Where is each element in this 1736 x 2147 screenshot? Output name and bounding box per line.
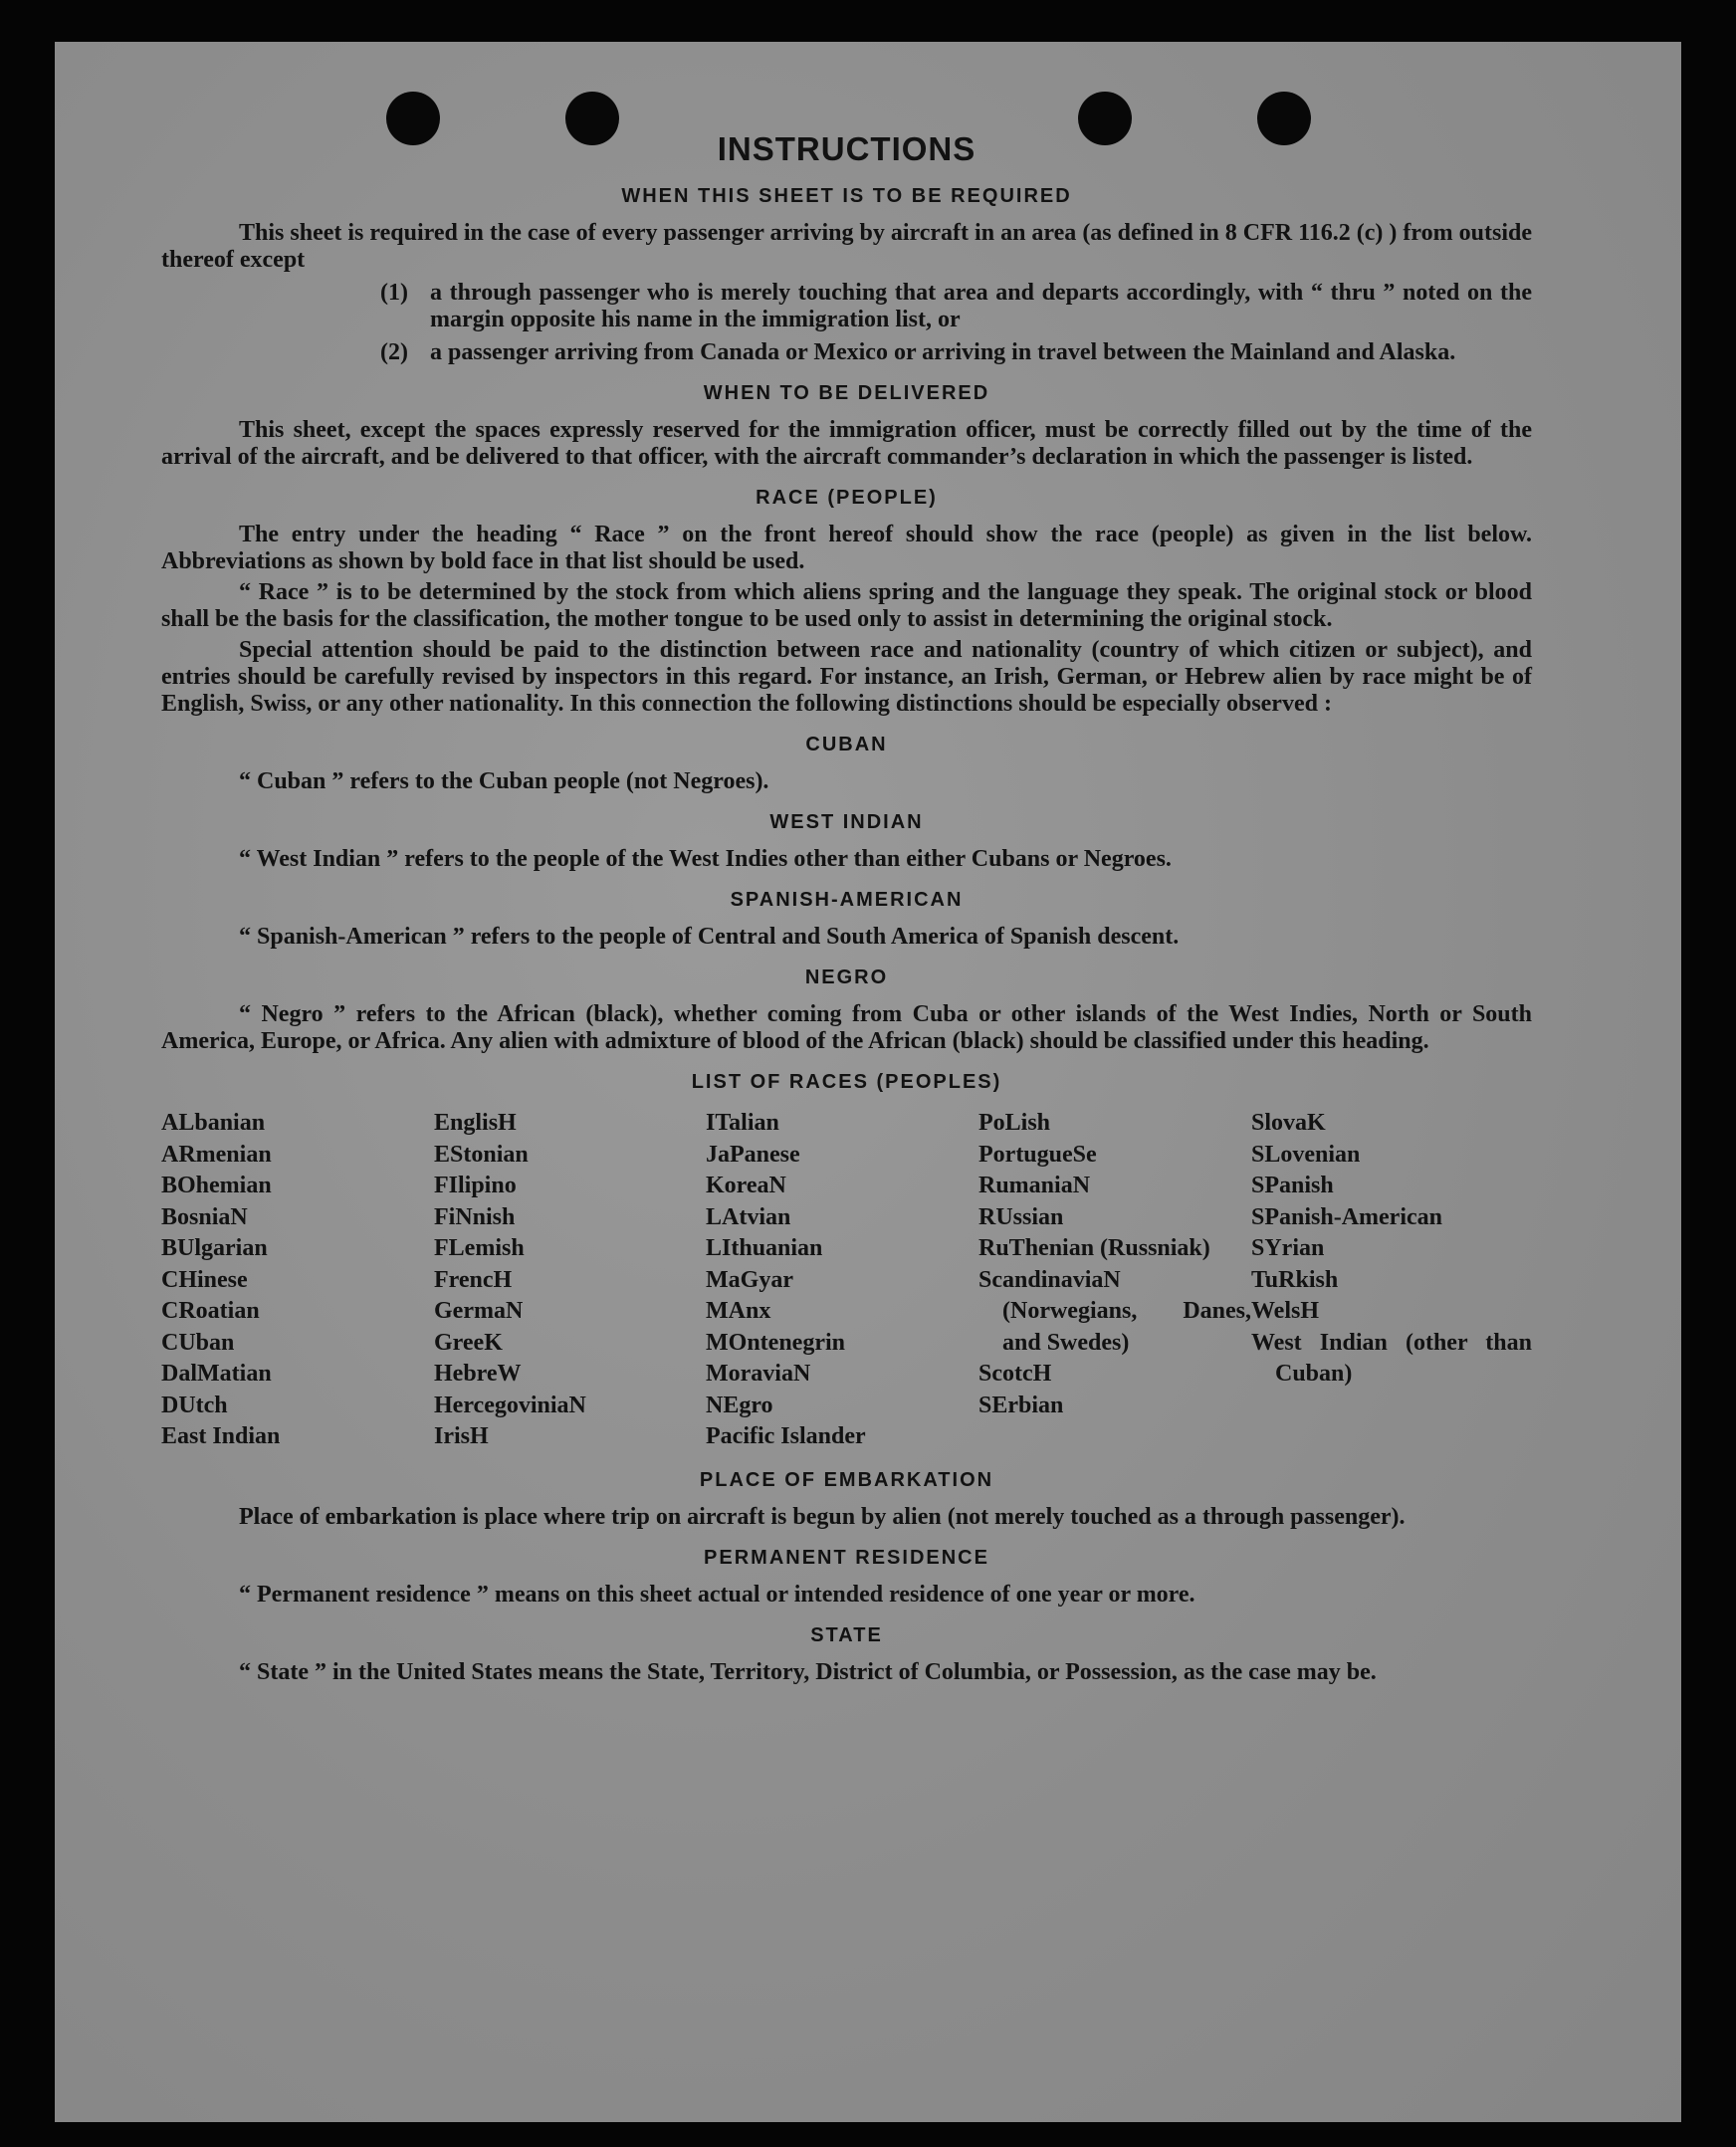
- heading-races-list: LIST OF RACES (PEOPLES): [691, 1071, 1002, 1093]
- instructions-content: [161, 129, 1532, 1690]
- heading-race: RACE (PEOPLE): [756, 487, 938, 509]
- races-column-4: [978, 1108, 1251, 1453]
- embarkation-text: Place of embarkation is place where trip on aircraft is begun by alien (not merely touched as a through passenger).: [239, 1503, 1406, 1530]
- race-entry: Pacific Islander: [706, 1423, 866, 1449]
- race-entry: MoraviaN: [706, 1361, 811, 1387]
- item-text: a passenger arriving from Canada or Mexico or arriving in travel between the Mainland and Alaska.: [430, 339, 1456, 365]
- heading-embarkation: PLACE OF EMBARKATION: [699, 1468, 994, 1491]
- race-entry: BUlgarian: [161, 1235, 268, 1261]
- west-indian-text: “ West Indian ” refers to the people of the West Indies other than either Cubans or Negroes.: [239, 846, 1172, 872]
- race-entry: PortugueSe: [978, 1141, 1097, 1168]
- race-paragraph-3: Special attention should be paid to the distinction between race and nationality (country of which citizen or subject), and entries should be carefully revised by inspectors in this regard. For instance, an Irish, German, or Hebrew alien by race might be of English, Swiss, or any other nationality. In this connection the following distinctions should be especially observed :: [161, 637, 1532, 717]
- heading-cuban: CUBAN: [805, 734, 888, 755]
- spanish-american-text: “ Spanish-American ” refers to the people of Central and South America of Spanish descent.: [239, 924, 1180, 950]
- race-entry: EStonian: [434, 1141, 529, 1168]
- race-entry: MaGyar: [706, 1266, 793, 1293]
- race-entry: KoreaN: [706, 1173, 786, 1198]
- race-entry: SYrian: [1251, 1235, 1325, 1261]
- races-column-2: [434, 1108, 706, 1453]
- race-entry: DalMatian: [161, 1361, 272, 1387]
- race-entry: SlovaK: [1251, 1110, 1326, 1136]
- race-entry: MAnx: [706, 1298, 771, 1324]
- page-title: INSTRUCTIONS: [717, 130, 976, 167]
- race-entry: SLovenian: [1251, 1141, 1361, 1168]
- negro-text: “ Negro ” refers to the African (black), whether coming from Cuba or other islands of the West Indies, North or South America, Europe, or Africa. Any alien with admixture of blood of the African (black) should be classified under this heading.: [161, 1001, 1532, 1054]
- race-entry: LAtvian: [706, 1203, 791, 1230]
- delivered-text: This sheet, except the spaces expressly reserved for the immigration officer, must be correctly filled out by the time of the arrival of the aircraft, and be delivered to that officer, with the aircraft commander’s declaration in which the passenger is listed.: [161, 417, 1532, 470]
- race-entry: ScotcH: [978, 1361, 1052, 1387]
- races-column-3: [706, 1108, 978, 1453]
- race-entry: BOhemian: [161, 1173, 272, 1198]
- race-entry: West Indian (other than Cuban): [1251, 1329, 1532, 1387]
- residence-text: “ Permanent residence ” means on this sheet actual or intended residence of one year or more.: [239, 1581, 1195, 1608]
- required-intro: This sheet is required in the case of every passenger arriving by aircraft in an area (as defined in 8 CFR 116.2 (c) ) from outside thereof except: [161, 220, 1532, 273]
- race-entry: SPanish-American: [1251, 1203, 1442, 1230]
- race-entry: RuThenian (Russniak): [978, 1235, 1210, 1261]
- race-entry: IrisH: [434, 1423, 489, 1449]
- race-entry: BosniaN: [161, 1203, 248, 1230]
- heading-delivered: WHEN TO BE DELIVERED: [703, 382, 990, 404]
- race-entry: NEgro: [706, 1392, 773, 1418]
- item-text: a through passenger who is merely touching that area and departs accordingly, with “ thru ” noted on the margin opposite his name in the immigration list, or: [430, 280, 1532, 332]
- race-entry: HercegoviniaN: [434, 1392, 586, 1418]
- race-entry: RUssian: [978, 1203, 1064, 1230]
- race-entry: ARmenian: [161, 1141, 272, 1168]
- cuban-text: “ Cuban ” refers to the Cuban people (not Negroes).: [239, 768, 769, 794]
- race-entry: GermaN: [434, 1298, 524, 1324]
- race-entry: LIthuanian: [706, 1235, 823, 1261]
- race-entry: SPanish: [1251, 1173, 1334, 1198]
- race-entry: ALbanian: [161, 1110, 266, 1136]
- race-entry: JaPanese: [706, 1141, 800, 1168]
- race-entry: EnglisH: [434, 1110, 517, 1136]
- race-entry: TuRkish: [1251, 1266, 1339, 1293]
- required-item-2: [380, 339, 1532, 366]
- item-number: (2): [380, 339, 408, 365]
- heading-state: STATE: [810, 1623, 883, 1646]
- race-paragraph-2: “ Race ” is to be determined by the stock from which aliens spring and the language they speak. The original stock or blood shall be the basis for the classification, the mother tongue to be used only to assist in determining the original stock.: [161, 579, 1532, 632]
- heading-negro: NEGRO: [804, 966, 889, 988]
- item-number: (1): [380, 280, 408, 306]
- race-entry: ITalian: [706, 1110, 779, 1136]
- race-entry: FIlipino: [434, 1173, 517, 1198]
- race-entry: FLemish: [434, 1235, 525, 1261]
- race-entry: HebreW: [434, 1361, 522, 1387]
- race-entry: DUtch: [161, 1392, 228, 1418]
- races-column-1: [161, 1108, 434, 1453]
- race-entry: GreeK: [434, 1329, 503, 1356]
- race-entry: FrencH: [434, 1266, 513, 1293]
- race-entry: MOntenegrin: [706, 1329, 845, 1356]
- required-item-1: [380, 280, 1532, 333]
- heading-spanish-american: SPANISH-AMERICAN: [730, 889, 964, 911]
- race-paragraph-1: The entry under the heading “ Race ” on the front hereof should show the race (people) as given in the list below. Abbreviations as shown by bold face in that list should be used.: [161, 522, 1532, 574]
- heading-required: WHEN THIS SHEET IS TO BE REQUIRED: [621, 185, 1072, 207]
- race-entry: RumaniaN: [978, 1173, 1091, 1198]
- race-entry: PoLish: [978, 1110, 1051, 1136]
- race-entry: ScandinaviaN (Norwegians, Danes, and Swedes): [978, 1266, 1251, 1356]
- races-list: [161, 1108, 1532, 1453]
- race-entry: FiNnish: [434, 1203, 516, 1230]
- races-column-5: [1251, 1108, 1532, 1453]
- race-entry: CRoatian: [161, 1298, 260, 1324]
- race-entry: CHinese: [161, 1266, 248, 1293]
- heading-west-indian: WEST INDIAN: [769, 811, 924, 833]
- state-text: “ State ” in the United States means the State, Territory, District of Columbia, or Possession, as the case may be.: [239, 1658, 1377, 1685]
- race-entry: WelsH: [1251, 1298, 1320, 1324]
- heading-residence: PERMANENT RESIDENCE: [704, 1546, 989, 1569]
- race-entry: SErbian: [978, 1392, 1064, 1418]
- race-entry: CUban: [161, 1329, 235, 1356]
- race-entry: East Indian: [161, 1423, 281, 1449]
